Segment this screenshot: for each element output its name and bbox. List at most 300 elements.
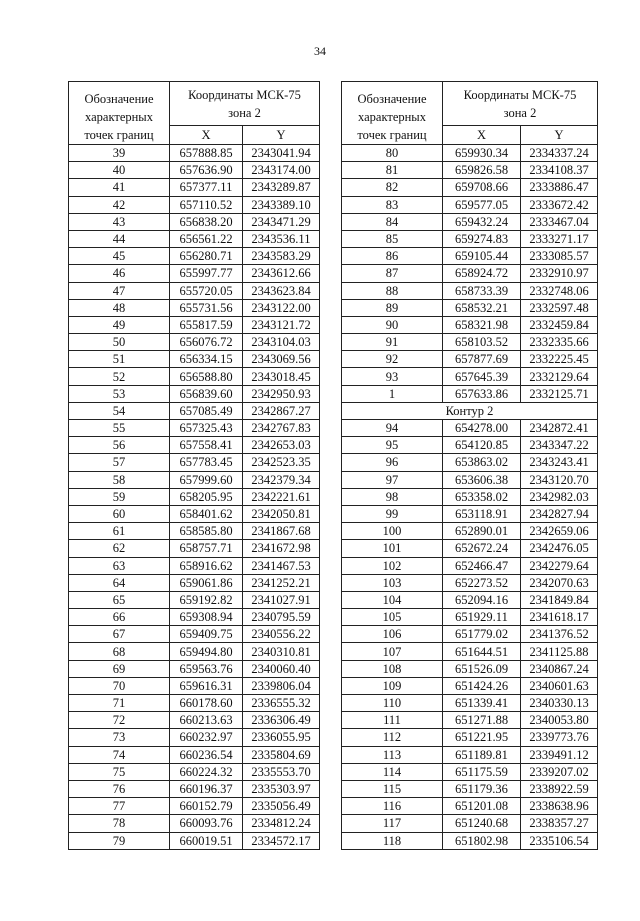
table-row [342, 523, 598, 540]
x-coordinate: 659494.80 [170, 643, 243, 660]
y-coordinate: 2333467.04 [521, 213, 598, 230]
y-coordinate: 2341618.17 [521, 609, 598, 626]
x-coordinate: 655817.59 [170, 316, 243, 333]
y-coordinate: 2342070.63 [521, 574, 598, 591]
x-coordinate: 659308.94 [170, 609, 243, 626]
point-number: 112 [342, 729, 443, 746]
table-row [69, 591, 320, 608]
x-coordinate: 658532.21 [443, 299, 521, 316]
table-row [69, 540, 320, 557]
page-number: 34 [314, 44, 326, 58]
table-row [342, 248, 598, 265]
x-coordinate: 660213.63 [170, 712, 243, 729]
x-coordinate: 651271.88 [443, 712, 521, 729]
x-coordinate: 654278.00 [443, 420, 521, 437]
y-coordinate: 2332459.84 [521, 316, 598, 333]
y-coordinate: 2343018.45 [243, 368, 320, 385]
x-coordinate: 655720.05 [170, 282, 243, 299]
x-coordinate: 657999.60 [170, 471, 243, 488]
point-designation-header [342, 82, 443, 145]
point-number: 100 [342, 523, 443, 540]
point-number: 83 [342, 196, 443, 213]
y-coordinate: 2342982.03 [521, 488, 598, 505]
y-coordinate: 2343069.56 [243, 351, 320, 368]
point-number: 42 [69, 196, 170, 213]
table-row [69, 712, 320, 729]
x-coordinate: 657085.49 [170, 402, 243, 419]
x-coordinate: 659563.76 [170, 660, 243, 677]
table-row [69, 368, 320, 385]
point-number: 115 [342, 780, 443, 797]
table-row [69, 179, 320, 196]
y-coordinate: 2342867.27 [243, 402, 320, 419]
table-row [342, 385, 598, 402]
x-coordinate: 653863.02 [443, 454, 521, 471]
table-row [342, 626, 598, 643]
x-coordinate: 658924.72 [443, 265, 521, 282]
point-number: 39 [69, 145, 170, 162]
point-number: 88 [342, 282, 443, 299]
table-row [69, 248, 320, 265]
x-coordinate: 658103.52 [443, 334, 521, 351]
x-coordinate: 652273.52 [443, 574, 521, 591]
x-coordinate: 659577.05 [443, 196, 521, 213]
coordinates-table-right [341, 81, 598, 850]
y-coordinate: 2342767.83 [243, 420, 320, 437]
point-number: 57 [69, 454, 170, 471]
table-row [69, 145, 320, 162]
table-row [69, 523, 320, 540]
point-number: 69 [69, 660, 170, 677]
point-number: 43 [69, 213, 170, 230]
point-number: 54 [69, 402, 170, 419]
table-row [69, 557, 320, 574]
point-number: 51 [69, 351, 170, 368]
point-number: 74 [69, 746, 170, 763]
y-coordinate: 2332748.06 [521, 282, 598, 299]
point-number: 52 [69, 368, 170, 385]
x-coordinate: 659061.86 [170, 574, 243, 591]
x-coordinate: 660224.32 [170, 763, 243, 780]
y-coordinate: 2335303.97 [243, 780, 320, 797]
table-row [342, 609, 598, 626]
point-number: 80 [342, 145, 443, 162]
point-number: 46 [69, 265, 170, 282]
table-row [69, 385, 320, 402]
table-row [69, 609, 320, 626]
y-coordinate: 2343120.70 [521, 471, 598, 488]
y-coordinate: 2343536.11 [243, 230, 320, 247]
table-row [342, 162, 598, 179]
table-row [69, 798, 320, 815]
point-number: 50 [69, 334, 170, 351]
x-coordinate: 660196.37 [170, 780, 243, 797]
x-coordinate: 651802.98 [443, 832, 521, 849]
point-number: 103 [342, 574, 443, 591]
x-coordinate: 657110.52 [170, 196, 243, 213]
x-coordinate: 657325.43 [170, 420, 243, 437]
y-coordinate: 2343583.29 [243, 248, 320, 265]
x-coordinate: 651221.95 [443, 729, 521, 746]
table-row [69, 695, 320, 712]
x-coordinate: 660236.54 [170, 746, 243, 763]
x-coordinate: 651929.11 [443, 609, 521, 626]
point-number: 93 [342, 368, 443, 385]
point-number: 47 [69, 282, 170, 299]
point-number: 84 [342, 213, 443, 230]
point-number: 109 [342, 677, 443, 694]
table-row [342, 557, 598, 574]
y-coordinate: 2343122.00 [243, 299, 320, 316]
point-number: 60 [69, 505, 170, 522]
table-row [342, 316, 598, 333]
y-coordinate: 2343104.03 [243, 334, 320, 351]
point-number: 78 [69, 815, 170, 832]
table-row [69, 780, 320, 797]
y-coordinate: 2338922.59 [521, 780, 598, 797]
x-coordinate: 656561.22 [170, 230, 243, 247]
point-number: 76 [69, 780, 170, 797]
y-coordinate: 2341849.84 [521, 591, 598, 608]
table-row [69, 196, 320, 213]
point-number: 118 [342, 832, 443, 849]
x-coordinate: 659192.82 [170, 591, 243, 608]
point-number: 82 [342, 179, 443, 196]
table-row [69, 316, 320, 333]
table-row [342, 351, 598, 368]
point-number: 98 [342, 488, 443, 505]
table-row [69, 505, 320, 522]
x-coordinate: 656588.80 [170, 368, 243, 385]
point-number: 107 [342, 643, 443, 660]
point-number: 86 [342, 248, 443, 265]
y-coordinate: 2339773.76 [521, 729, 598, 746]
point-number: 62 [69, 540, 170, 557]
x-coordinate: 660232.97 [170, 729, 243, 746]
y-coordinate: 2343612.66 [243, 265, 320, 282]
table-row [342, 230, 598, 247]
x-coordinate: 651424.26 [443, 677, 521, 694]
x-coordinate: 657636.90 [170, 162, 243, 179]
x-coordinate: 658401.62 [170, 505, 243, 522]
table-row [342, 677, 598, 694]
y-coordinate: 2336555.32 [243, 695, 320, 712]
x-coordinate: 656839.60 [170, 385, 243, 402]
point-number: 1 [342, 385, 443, 402]
point-number: 44 [69, 230, 170, 247]
contour-heading-row [342, 402, 598, 419]
x-coordinate: 655997.77 [170, 265, 243, 282]
y-coordinate: 2335553.70 [243, 763, 320, 780]
y-coordinate: 2332910.97 [521, 265, 598, 282]
table-row [342, 660, 598, 677]
y-coordinate: 2332125.71 [521, 385, 598, 402]
y-coordinate: 2339806.04 [243, 677, 320, 694]
y-coordinate: 2334812.24 [243, 815, 320, 832]
y-coordinate: 2343389.10 [243, 196, 320, 213]
point-number: 97 [342, 471, 443, 488]
point-number: 55 [69, 420, 170, 437]
y-coordinate: 2343121.72 [243, 316, 320, 333]
point-number: 65 [69, 591, 170, 608]
x-coordinate: 651526.09 [443, 660, 521, 677]
x-coordinate: 651175.59 [443, 763, 521, 780]
y-coordinate: 2332129.64 [521, 368, 598, 385]
table-row [342, 437, 598, 454]
point-number: 104 [342, 591, 443, 608]
y-coordinate: 2340867.24 [521, 660, 598, 677]
table-row [342, 591, 598, 608]
y-coordinate: 2341027.91 [243, 591, 320, 608]
x-coordinate: 660019.51 [170, 832, 243, 849]
point-number: 87 [342, 265, 443, 282]
table-row [342, 196, 598, 213]
x-column-header: X [443, 126, 521, 145]
x-coordinate: 659432.24 [443, 213, 521, 230]
table-row [342, 695, 598, 712]
x-coordinate: 658757.71 [170, 540, 243, 557]
table-row [69, 230, 320, 247]
x-coordinate: 659708.66 [443, 179, 521, 196]
x-coordinate: 659930.34 [443, 145, 521, 162]
table-row [342, 282, 598, 299]
y-coordinate: 2343243.41 [521, 454, 598, 471]
point-number: 110 [342, 695, 443, 712]
x-coordinate: 658585.80 [170, 523, 243, 540]
table-row [342, 729, 598, 746]
y-coordinate: 2342279.64 [521, 557, 598, 574]
table-row [69, 471, 320, 488]
point-number: 101 [342, 540, 443, 557]
table-row [69, 454, 320, 471]
table-row [342, 574, 598, 591]
x-coordinate: 659409.75 [170, 626, 243, 643]
x-coordinate: 657888.85 [170, 145, 243, 162]
table-row [342, 265, 598, 282]
y-coordinate: 2340795.59 [243, 609, 320, 626]
point-number: 40 [69, 162, 170, 179]
point-number: 63 [69, 557, 170, 574]
point-number: 68 [69, 643, 170, 660]
point-number: 70 [69, 677, 170, 694]
y-coordinate: 2342872.41 [521, 420, 598, 437]
table-row [342, 505, 598, 522]
y-coordinate: 2342476.05 [521, 540, 598, 557]
table-row [69, 574, 320, 591]
table-row [342, 712, 598, 729]
y-coordinate: 2340310.81 [243, 643, 320, 660]
y-coordinate: 2332335.66 [521, 334, 598, 351]
table-row [342, 145, 598, 162]
x-coordinate: 652094.16 [443, 591, 521, 608]
y-coordinate: 2338638.96 [521, 798, 598, 815]
point-number: 81 [342, 162, 443, 179]
y-coordinate: 2339491.12 [521, 746, 598, 763]
x-coordinate: 653358.02 [443, 488, 521, 505]
point-number: 53 [69, 385, 170, 402]
y-coordinate: 2343289.87 [243, 179, 320, 196]
point-number: 91 [342, 334, 443, 351]
table-row [342, 334, 598, 351]
contour-label: Контур 2 [342, 402, 598, 419]
table-row [342, 815, 598, 832]
x-coordinate: 660178.60 [170, 695, 243, 712]
x-coordinate: 651644.51 [443, 643, 521, 660]
table-row [69, 746, 320, 763]
y-coordinate: 2341867.68 [243, 523, 320, 540]
point-number: 92 [342, 351, 443, 368]
point-number: 56 [69, 437, 170, 454]
x-coordinate: 654120.85 [443, 437, 521, 454]
point-number: 77 [69, 798, 170, 815]
y-coordinate: 2340601.63 [521, 677, 598, 694]
y-coordinate: 2343174.00 [243, 162, 320, 179]
y-coordinate: 2341252.21 [243, 574, 320, 591]
point-number: 102 [342, 557, 443, 574]
table-row [342, 488, 598, 505]
x-coordinate: 651179.36 [443, 780, 521, 797]
table-row [342, 368, 598, 385]
point-number: 96 [342, 454, 443, 471]
point-number: 105 [342, 609, 443, 626]
point-designation-label: Обозначение характерных точек границ [357, 92, 427, 142]
x-coordinate: 651779.02 [443, 626, 521, 643]
table-row [69, 351, 320, 368]
x-coordinate: 659826.58 [443, 162, 521, 179]
point-number: 41 [69, 179, 170, 196]
point-number: 106 [342, 626, 443, 643]
coordinates-table-left [68, 81, 320, 850]
y-coordinate: 2342050.81 [243, 505, 320, 522]
x-coordinate: 651201.08 [443, 798, 521, 815]
x-coordinate: 660152.79 [170, 798, 243, 815]
x-coordinate: 658321.98 [443, 316, 521, 333]
point-number: 45 [69, 248, 170, 265]
point-number: 66 [69, 609, 170, 626]
coordinates-header [443, 82, 598, 126]
table-row [69, 488, 320, 505]
table-row [69, 815, 320, 832]
x-coordinate: 658205.95 [170, 488, 243, 505]
point-number: 108 [342, 660, 443, 677]
x-coordinate: 657377.11 [170, 179, 243, 196]
y-coordinate: 2342653.03 [243, 437, 320, 454]
table-row [69, 402, 320, 419]
point-number: 85 [342, 230, 443, 247]
point-number: 95 [342, 437, 443, 454]
y-column-header: Y [521, 126, 598, 145]
point-number: 73 [69, 729, 170, 746]
point-number: 61 [69, 523, 170, 540]
y-coordinate: 2335056.49 [243, 798, 320, 815]
x-coordinate: 659105.44 [443, 248, 521, 265]
table-row [69, 832, 320, 849]
table-row [342, 454, 598, 471]
coordinates-label: Координаты МСК-75 зона 2 [463, 87, 577, 120]
table-row [69, 299, 320, 316]
table-row [342, 471, 598, 488]
x-coordinate: 652466.47 [443, 557, 521, 574]
table-row [69, 420, 320, 437]
y-coordinate: 2343471.29 [243, 213, 320, 230]
x-coordinate: 657558.41 [170, 437, 243, 454]
x-coordinate: 658916.62 [170, 557, 243, 574]
x-coordinate: 652672.24 [443, 540, 521, 557]
point-number: 94 [342, 420, 443, 437]
point-number: 116 [342, 798, 443, 815]
y-coordinate: 2334337.24 [521, 145, 598, 162]
table-row [342, 763, 598, 780]
table-row [69, 643, 320, 660]
table-row [342, 179, 598, 196]
point-number: 75 [69, 763, 170, 780]
y-coordinate: 2341376.52 [521, 626, 598, 643]
table-row [342, 299, 598, 316]
x-coordinate: 651339.41 [443, 695, 521, 712]
coordinates-header [170, 82, 320, 126]
table-row [69, 282, 320, 299]
table-row [69, 729, 320, 746]
y-coordinate: 2342221.61 [243, 488, 320, 505]
table-row [342, 832, 598, 849]
x-coordinate: 651240.68 [443, 815, 521, 832]
y-coordinate: 2340060.40 [243, 660, 320, 677]
point-number: 113 [342, 746, 443, 763]
x-coordinate: 656280.71 [170, 248, 243, 265]
point-number: 58 [69, 471, 170, 488]
point-number: 79 [69, 832, 170, 849]
y-coordinate: 2332225.45 [521, 351, 598, 368]
table-row [342, 420, 598, 437]
y-coordinate: 2342523.35 [243, 454, 320, 471]
y-coordinate: 2338357.27 [521, 815, 598, 832]
y-coordinate: 2343623.84 [243, 282, 320, 299]
point-number: 49 [69, 316, 170, 333]
table-row [342, 780, 598, 797]
y-coordinate: 2335804.69 [243, 746, 320, 763]
y-coordinate: 2341467.53 [243, 557, 320, 574]
y-coordinate: 2334572.17 [243, 832, 320, 849]
y-coordinate: 2335106.54 [521, 832, 598, 849]
x-coordinate: 656334.15 [170, 351, 243, 368]
y-coordinate: 2341672.98 [243, 540, 320, 557]
y-coordinate: 2334108.37 [521, 162, 598, 179]
x-coordinate: 656076.72 [170, 334, 243, 351]
table-row [69, 265, 320, 282]
table-row [69, 677, 320, 694]
point-designation-header [69, 82, 170, 145]
x-coordinate: 657633.86 [443, 385, 521, 402]
point-number: 72 [69, 712, 170, 729]
y-coordinate: 2342950.93 [243, 385, 320, 402]
y-coordinate: 2343041.94 [243, 145, 320, 162]
y-coordinate: 2343347.22 [521, 437, 598, 454]
point-number: 99 [342, 505, 443, 522]
point-number: 67 [69, 626, 170, 643]
table-row [342, 540, 598, 557]
x-coordinate: 653606.38 [443, 471, 521, 488]
table-row [69, 213, 320, 230]
coordinates-label: Координаты МСК-75 зона 2 [188, 87, 301, 120]
y-coordinate: 2342827.94 [521, 505, 598, 522]
x-coordinate: 656838.20 [170, 213, 243, 230]
point-number: 48 [69, 299, 170, 316]
x-coordinate: 660093.76 [170, 815, 243, 832]
table-row [69, 660, 320, 677]
y-coordinate: 2336306.49 [243, 712, 320, 729]
x-coordinate: 657645.39 [443, 368, 521, 385]
table-row [342, 643, 598, 660]
